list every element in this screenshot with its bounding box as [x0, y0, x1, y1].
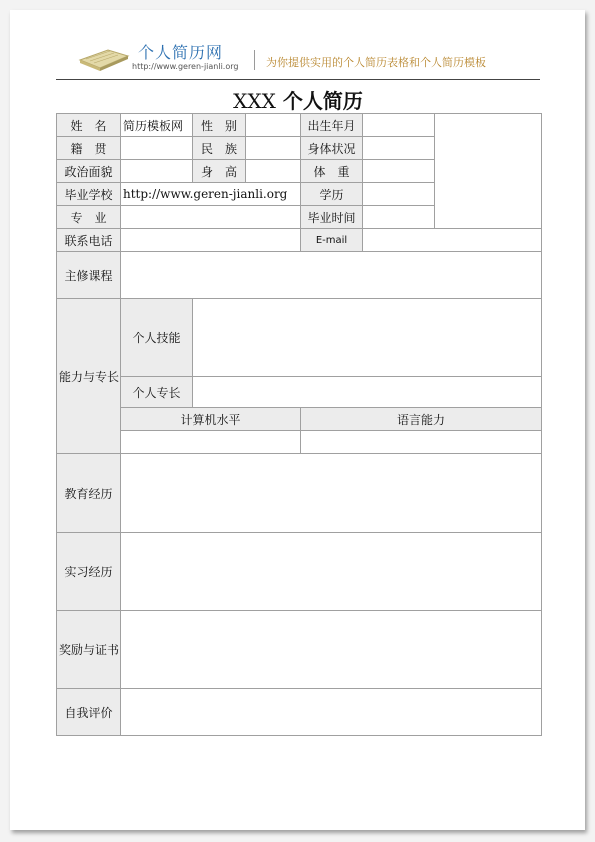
native-field[interactable]: [121, 137, 193, 160]
political-field[interactable]: [121, 160, 193, 183]
ability-label: 能力与专长: [57, 299, 121, 454]
specialty-field[interactable]: [193, 377, 542, 408]
page-title: [56, 85, 540, 114]
header-separator: [254, 50, 255, 70]
photo-cell[interactable]: [435, 114, 542, 229]
height-label: 身 高: [193, 160, 246, 183]
computer-label: 计算机水平: [121, 408, 301, 431]
health-field[interactable]: [363, 137, 435, 160]
ethnic-field[interactable]: [246, 137, 301, 160]
skills-field[interactable]: [193, 299, 542, 377]
name-field[interactable]: 简历模板网: [121, 114, 193, 137]
major-label: 专 业: [57, 206, 121, 229]
birth-label: 出生年月: [301, 114, 363, 137]
degree-label: 学历: [301, 183, 363, 206]
birth-field[interactable]: [363, 114, 435, 137]
skills-label: 个人技能: [121, 299, 193, 377]
specialty-label: 个人专长: [121, 377, 193, 408]
education-label: 教育经历: [57, 454, 121, 533]
gender-label: 性 别: [193, 114, 246, 137]
site-header: [78, 40, 538, 78]
education-field[interactable]: [121, 454, 542, 533]
weight-label: 体 重: [301, 160, 363, 183]
logo-url[interactable]: http://www.geren-jianli.org: [132, 62, 239, 71]
phone-field[interactable]: [121, 229, 301, 252]
resume-form-table: [56, 113, 542, 736]
awards-label: 奖励与证书: [57, 611, 121, 689]
school-label: 毕业学校: [57, 183, 121, 206]
logo-title: 个人简历网: [138, 43, 224, 62]
awards-field[interactable]: [121, 611, 542, 689]
internship-field[interactable]: [121, 533, 542, 611]
political-label: 政治面貌: [57, 160, 121, 183]
internship-label: 实习经历: [57, 533, 121, 611]
self-eval-field[interactable]: [121, 689, 542, 736]
grad-time-field[interactable]: [363, 206, 435, 229]
degree-field[interactable]: [363, 183, 435, 206]
email-label: E-mail: [301, 229, 363, 252]
ethnic-label: 民 族: [193, 137, 246, 160]
language-label: 语言能力: [301, 408, 542, 431]
computer-field[interactable]: [121, 431, 301, 454]
health-label: 身体状况: [301, 137, 363, 160]
title-prefix: XXX: [233, 89, 276, 113]
title-main: 个人简历: [282, 89, 363, 113]
phone-label: 联系电话: [57, 229, 121, 252]
email-field[interactable]: [363, 229, 542, 252]
name-label: 姓 名: [57, 114, 121, 137]
grad-time-label: 毕业时间: [301, 206, 363, 229]
book-logo-icon: [78, 46, 130, 72]
native-label: 籍 贯: [57, 137, 121, 160]
self-eval-label: 自我评价: [57, 689, 121, 736]
courses-label: 主修课程: [57, 252, 121, 299]
header-rule: [56, 79, 540, 80]
height-field[interactable]: [246, 160, 301, 183]
courses-field[interactable]: [121, 252, 542, 299]
school-field[interactable]: http://www.geren-jianli.org: [121, 183, 301, 206]
major-field[interactable]: [121, 206, 301, 229]
gender-field[interactable]: [246, 114, 301, 137]
site-slogan: 为你提供实用的个人简历表格和个人简历模板: [266, 56, 486, 69]
language-field[interactable]: [301, 431, 542, 454]
weight-field[interactable]: [363, 160, 435, 183]
